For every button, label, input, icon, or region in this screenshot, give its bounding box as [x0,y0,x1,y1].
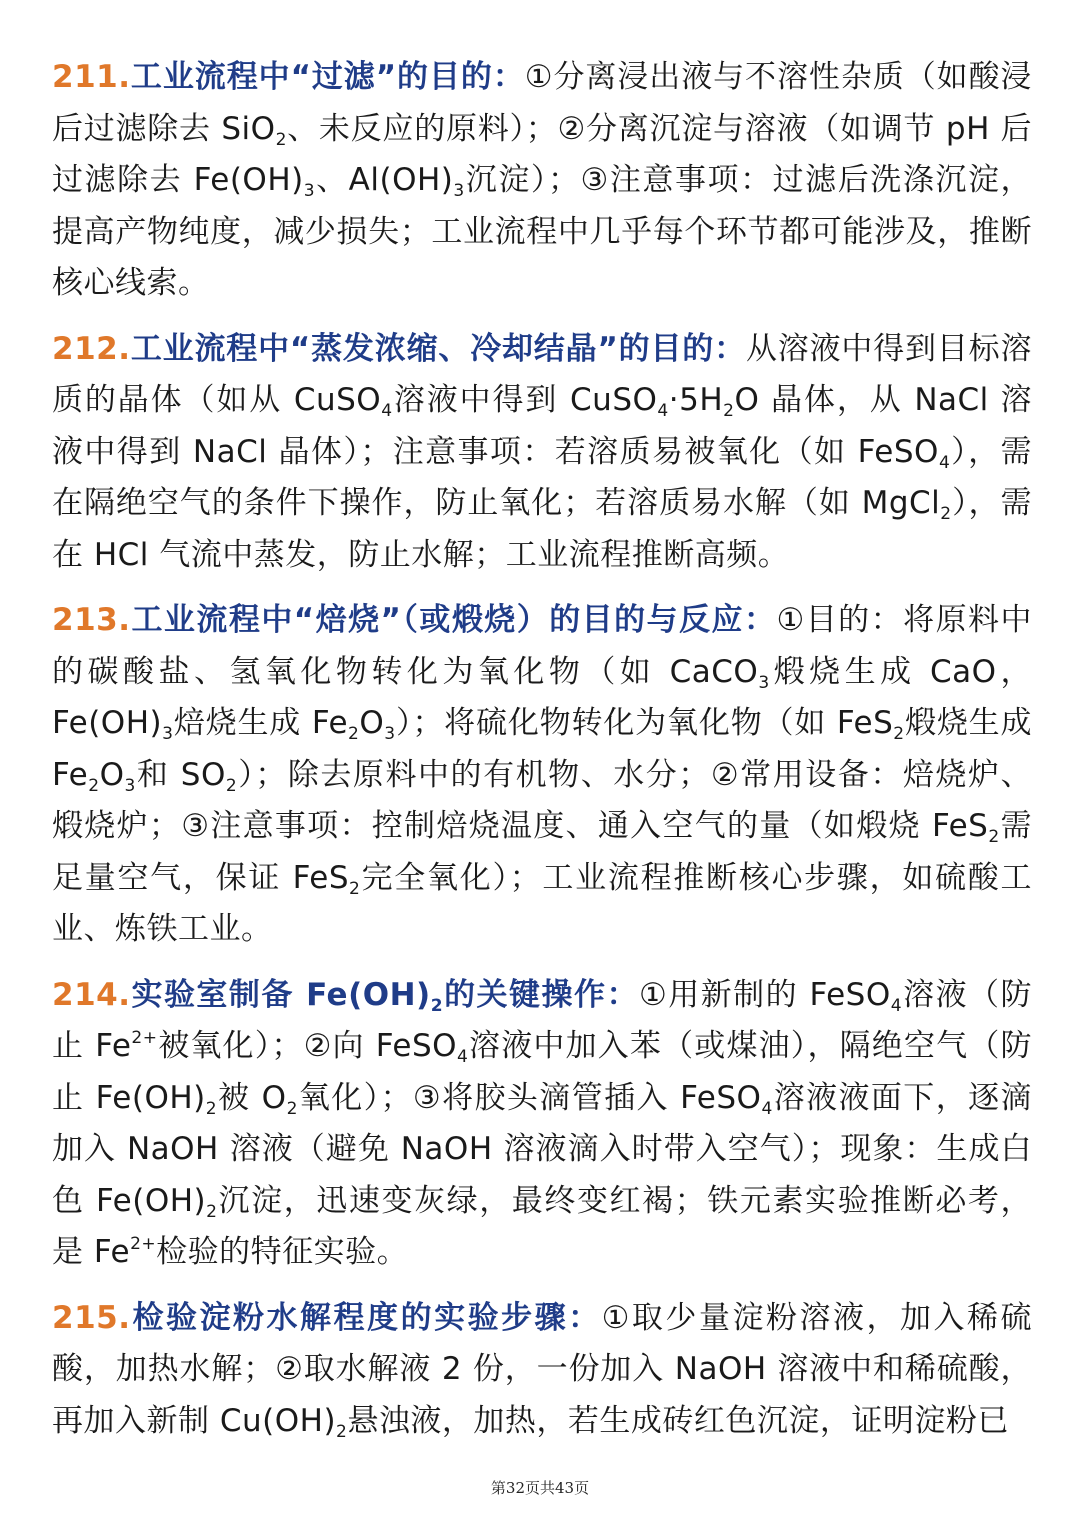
text-run: 煅烧生成 Fe [52,705,1032,793]
subscript: 4 [938,452,951,473]
text-run: 实验室制备 Fe(OH) [130,976,431,1013]
subscript: 3 [384,723,396,744]
subscript: 2 [205,1098,218,1119]
entry-211 [52,52,1032,310]
text-run: 需足量空气，保证 FeS [52,808,1033,896]
subscript: 3 [758,672,770,693]
entry-body [52,602,1032,947]
entry-212 [52,324,1032,582]
text-run: 沉淀）；③注意事项：过滤后洗涤沉淀，提高产物纯度，减少损失；工业流程中几乎每个环节都可能涉及，推断核心线索。 [52,162,1032,301]
entry-heading: 检验淀粉水解程度的实验步骤： [130,1299,602,1336]
entry-215 [52,1293,1032,1448]
subscript: 2 [349,878,361,899]
text-run: 溶液液面下，逐滴加入 NaOH 溶液（避免 NaOH 溶液滴入时带入空气）；现象：生成白色 Fe(OH) [52,1079,1032,1219]
entry-body [52,977,1032,1271]
text-run: 和 SO [135,756,226,793]
text-run: O [99,756,125,793]
subscript: 2 [893,723,905,744]
text-run: ①取少量淀粉溶液，加入稀硫酸，加热水解；②取水解液 2 份，一份加入 NaOH 溶液中和稀硫酸，再加入新制 Cu(OH) [52,1299,1033,1439]
text-run: 被氧化）；②向 FeSO [157,1028,458,1064]
subscript: 2 [225,775,238,796]
text-run: 沉淀，迅速变灰绿，最终变红褐；铁元素实验推断必考，是 Fe [52,1182,1032,1270]
subscript: 2 [723,400,735,421]
text-run: 、Al(OH) [315,162,454,198]
entry-heading: 工业流程中“蒸发浓缩、冷却结晶”的目的： [130,330,746,367]
text-run: ①分离浸出液与不溶性杂质（如酸浸后过滤除去 SiO [52,59,1032,147]
entry-number: 215. [52,1299,131,1336]
superscript: 2+ [131,1028,158,1049]
text-run: 煅烧生成 CaO，Fe(OH) [52,653,1032,741]
subscript: 2 [348,723,360,744]
text-run: 焙烧生成 Fe [173,705,349,741]
subscript: 3 [303,180,316,201]
entry-number: 214. [52,976,131,1013]
text-run: 氧化）；③将胶头滴管插入 FeSO [297,1079,762,1116]
text-run: ）；将硫化物转化为氧化物（如 FeS [395,705,894,741]
subscript: 3 [162,723,174,744]
subscript: 2 [206,1201,218,1222]
subscript: 2 [275,129,287,150]
page-footer: 第32页共43页 [490,1479,590,1497]
document-page [52,52,1032,1461]
subscript: 3 [453,180,465,201]
text-run: 的关键操作： [443,976,639,1013]
text-run: ）；除去原料中的有机物、水分；②常用设备：焙烧炉、煅烧炉；③注意事项：控制焙烧温度、通入空气的量（如煅烧 FeS [52,756,1032,844]
subscript: 2 [286,1098,298,1119]
text-run: 检验的特征实验。 [156,1234,409,1270]
text-run: 溶液中加入苯（或煤油），隔绝空气（防止 Fe(OH) [52,1028,1033,1116]
subscript: 4 [381,400,393,421]
subscript: 2 [88,775,100,796]
text-run: O [359,705,385,741]
subscript: 2 [988,826,1000,847]
subscript: 3 [124,775,136,796]
text-run: 溶液中得到 CuSO [392,382,658,418]
subscript: 4 [657,400,669,421]
entry-number: 212. [52,330,131,367]
text-run: 、未反应的原料）；②分离沉淀与溶液（如调节 pH 后过滤除去 Fe(OH) [52,110,1032,198]
entry-number: 211. [52,59,131,95]
subscript: 4 [890,995,903,1016]
subscript: 2 [940,503,952,524]
text-run: 溶液（防止 Fe [52,976,1033,1064]
entry-heading: 工业流程中“焙烧”（或煅烧）的目的与反应： [130,602,777,638]
entry-213 [52,595,1032,956]
text-run: 完全氧化）；工业流程推断核心步骤，如硫酸工业、炼铁工业。 [52,859,1032,947]
text-run: ①目的：将原料中的碳酸盐、氢氧化物转化为氧化物（如 CaCO [52,602,1032,690]
entry-heading [130,976,639,1016]
text-run: 从溶液中得到目标溶质的晶体（如从 CuSO [52,330,1033,418]
superscript: 2+ [130,1234,157,1255]
subscript: 4 [761,1098,773,1119]
entry-body [52,59,1032,301]
text-run: ），需在 HCl 气流中蒸发，防止水解；工业流程推断高频。 [52,485,1032,573]
text-run: 悬浊液，加热，若生成砖红色沉淀，证明淀粉已 [347,1402,1009,1439]
text-run: 被 O [217,1079,287,1116]
subscript: 2 [430,995,444,1016]
subscript: 2 [336,1421,348,1442]
text-run: O 晶体，从 NaCl 溶液中得到 NaCl 晶体）；注意事项：若溶质易被氧化（如 FeSO [52,382,1033,470]
text-run: ①用新制的 FeSO [638,976,891,1013]
text-run: ），需在隔绝空气的条件下操作，防止氧化；若溶质易水解（如 MgCl [52,433,1032,521]
entry-number: 213. [52,602,131,638]
entry-heading: 工业流程中“过滤”的目的： [130,59,525,95]
entry-214 [52,970,1032,1279]
text-run: ·5H [668,382,724,418]
subscript: 4 [457,1046,469,1067]
